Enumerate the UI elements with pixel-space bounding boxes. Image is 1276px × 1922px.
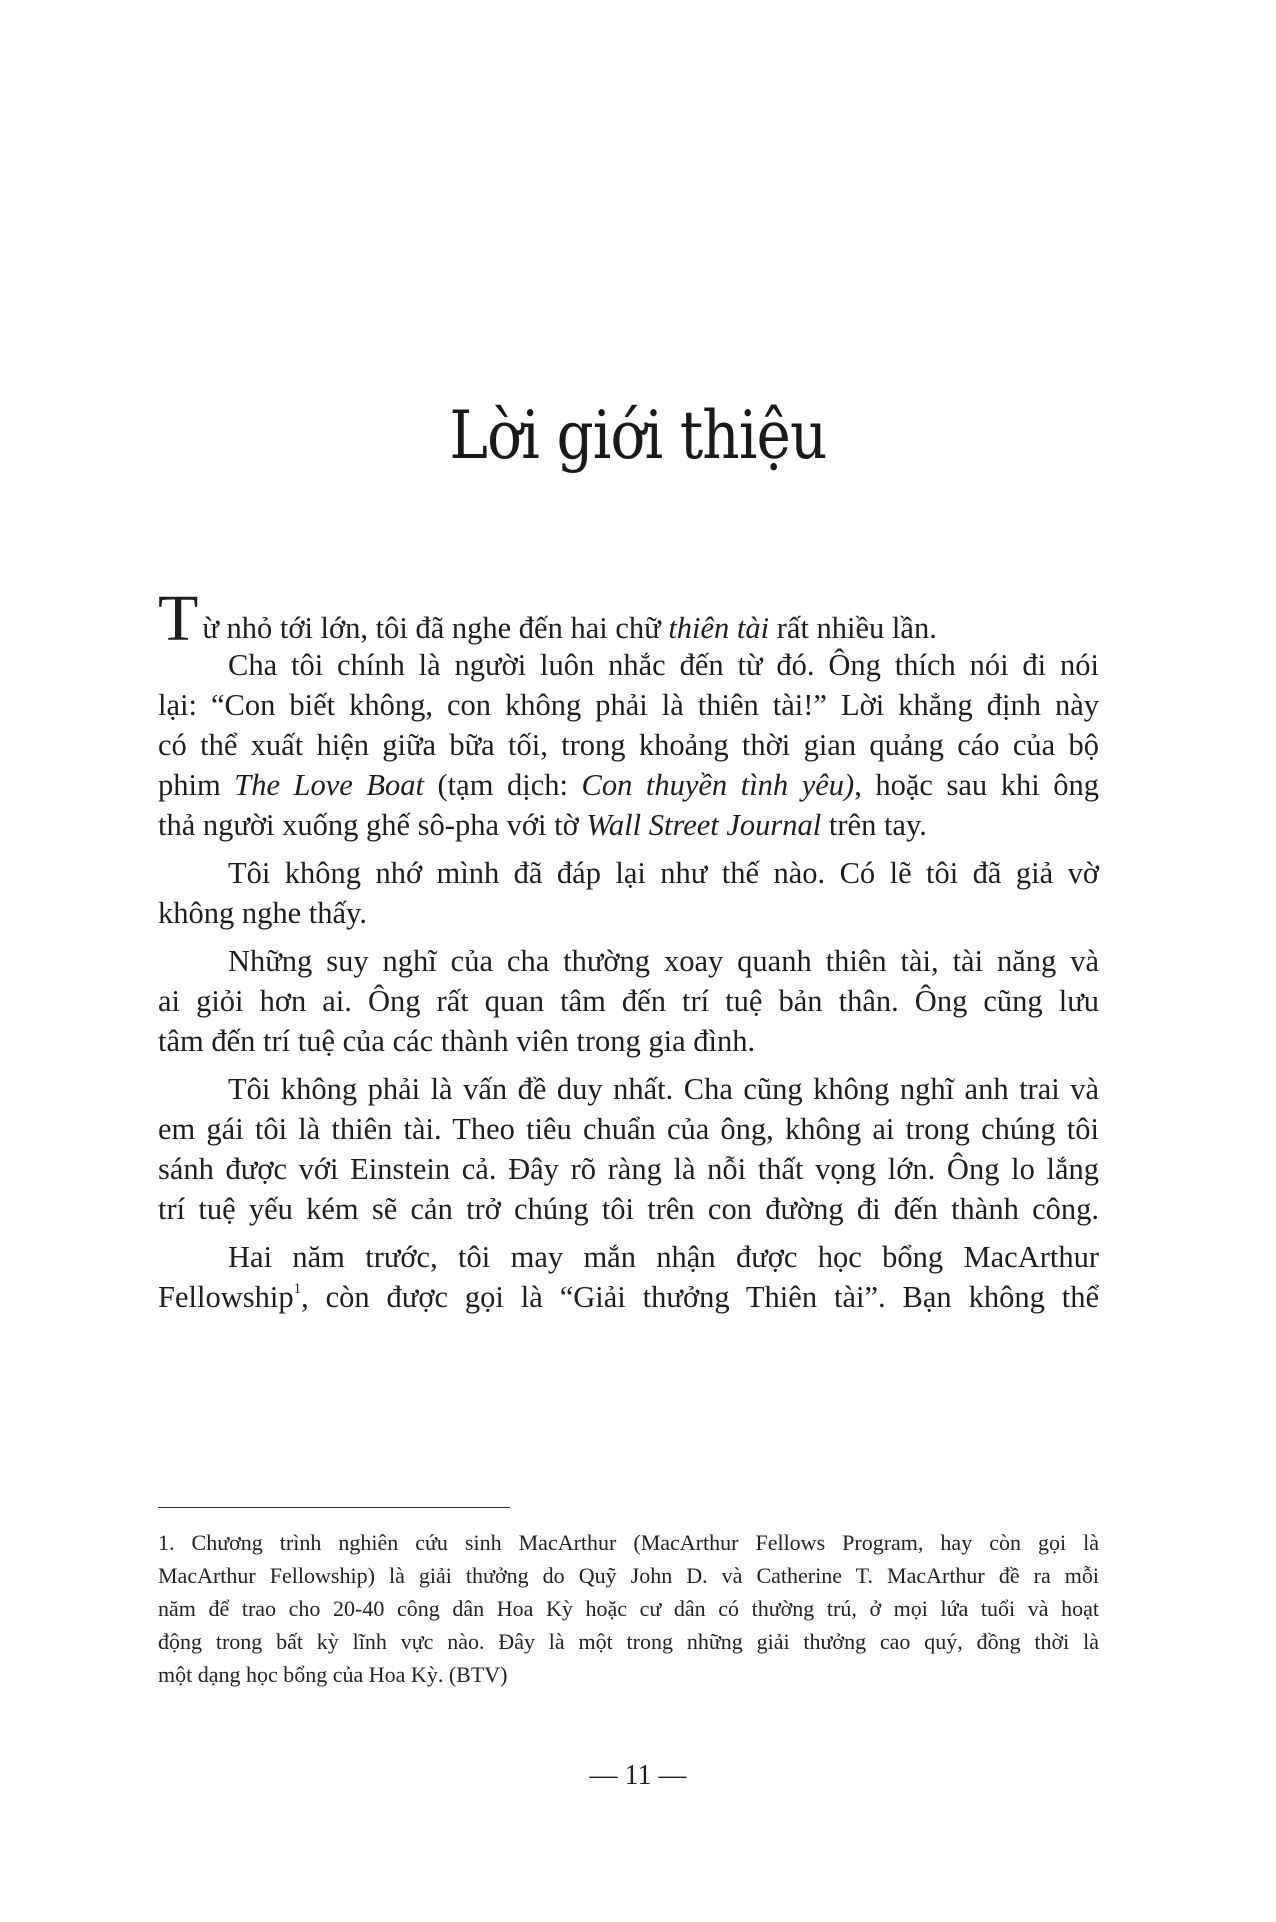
footnote-ref[interactable]: 1 bbox=[293, 1281, 302, 1297]
text-run: (tạm dịch: bbox=[423, 768, 582, 802]
paragraph-line bbox=[158, 1277, 1099, 1317]
paragraph-line: không nghe thấy. bbox=[158, 896, 367, 930]
footnote-line: năm để trao cho 20-40 công dân Hoa Kỳ hoặc cư dân có thường trú, ở mọi lứa tuổi và hoạt bbox=[158, 1596, 1099, 1621]
paragraph-line bbox=[158, 582, 1099, 655]
footnote-divider bbox=[158, 1507, 510, 1508]
paragraph-line: em gái tôi là thiên tài. Theo tiêu chuẩn của ông, không ai trong chúng tôi bbox=[158, 1112, 1099, 1146]
text-run: phim bbox=[158, 768, 235, 802]
text-run: rất nhiều lần. bbox=[769, 611, 937, 645]
text-run: trên tay. bbox=[821, 808, 927, 842]
footnote-line: 1. Chương trình nghiên cứu sinh MacArthur (MacArthur Fellows Program, hay còn gọi là bbox=[158, 1530, 1099, 1555]
italic-run: Wall Street Journal bbox=[586, 808, 822, 842]
drop-cap: T bbox=[158, 582, 199, 655]
italic-run: thiên tài bbox=[668, 611, 770, 645]
footnote-line: MacArthur Fellowship) là giải thưởng do Quỹ John D. và Catherine T. MacArthur đề ra mỗi bbox=[158, 1563, 1099, 1588]
footnote-line: một dạng học bổng của Hoa Kỳ. (BTV) bbox=[158, 1662, 508, 1687]
paragraph-line bbox=[158, 765, 1099, 805]
text-run: , còn được gọi là “Giải thưởng Thiên tài”. Bạn không thể bbox=[301, 1280, 1099, 1314]
paragraph-line: lại: “Con biết không, con không phải là thiên tài!” Lời khẳng định này bbox=[158, 688, 1099, 722]
chapter-title: Lời giới thiệu bbox=[449, 397, 827, 475]
text-run: ừ nhỏ tới lớn, tôi đã nghe đến hai chữ bbox=[202, 611, 669, 645]
text-run: , hoặc sau khi ông bbox=[854, 768, 1099, 802]
page-number: — 11 — bbox=[589, 1760, 687, 1791]
italic-run: Con thuyền tình yêu) bbox=[581, 768, 855, 802]
paragraph-line: tâm đến trí tuệ của các thành viên trong gia đình. bbox=[158, 1024, 756, 1058]
paragraph-line: Những suy nghĩ của cha thường xoay quanh thiên tài, tài năng và bbox=[228, 944, 1099, 978]
paragraph-line: trí tuệ yếu kém sẽ cản trở chúng tôi trên con đường đi đến thành công. bbox=[158, 1192, 1099, 1226]
paragraph-line: Hai năm trước, tôi may mắn nhận được học bổng MacArthur bbox=[228, 1240, 1099, 1274]
italic-run: The Love Boat bbox=[234, 768, 424, 802]
text-run: Fellowship bbox=[158, 1280, 294, 1314]
paragraph-line: ai giỏi hơn ai. Ông rất quan tâm đến trí tuệ bản thân. Ông cũng lưu bbox=[158, 984, 1099, 1018]
paragraph-line: sánh được với Einstein cả. Đây rõ ràng là nỗi thất vọng lớn. Ông lo lắng bbox=[158, 1152, 1099, 1186]
text-run: thả người xuống ghế sô-pha với tờ bbox=[158, 808, 587, 842]
paragraph-line: có thể xuất hiện giữa bữa tối, trong khoảng thời gian quảng cáo của bộ bbox=[158, 728, 1099, 762]
paragraph-line: Cha tôi chính là người luôn nhắc đến từ đó. Ông thích nói đi nói bbox=[228, 648, 1099, 682]
paragraph-line bbox=[158, 805, 1099, 845]
footnote-line: động trong bất kỳ lĩnh vực nào. Đây là một trong những giải thưởng cao quý, đồng thời là bbox=[158, 1629, 1099, 1654]
paragraph-line: Tôi không phải là vấn đề duy nhất. Cha cũng không nghĩ anh trai và bbox=[228, 1072, 1099, 1106]
paragraph-line: Tôi không nhớ mình đã đáp lại như thế nào. Có lẽ tôi đã giả vờ bbox=[228, 856, 1099, 890]
